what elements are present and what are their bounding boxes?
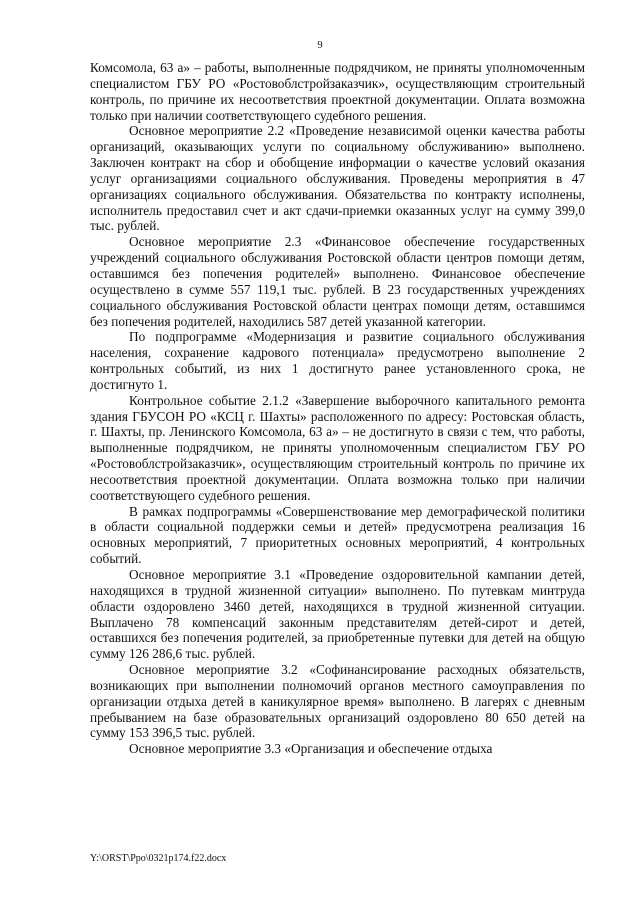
paragraph-measure-2-3: Основное мероприятие 2.3 «Финансовое обеспечение государственных учреждений социального обслуживания Ростовской области центров помощи детям, оставшимся без попечения родителей» выполнено. Финансовое обеспечение осуществлено в сумме 557 119,1 тыс. рублей. В 23 государственных учреждениях социального обслуживания Ростовской области центрах помощи детям, оставшимся без попечения родителей, находились 587 детей указанной категории.	[90, 234, 585, 329]
paragraph-continuation: Комсомола, 63 а» – работы, выполненные подрядчиком, не приняты уполномоченным специалистом ГБУ РО «Ростовоблстройзаказчик», осуществляющим строительный контроль, по причине их несоответствия проектной документации. Оплата возможна только при наличии соответствующего судебного решения.	[90, 60, 585, 123]
document-body	[90, 60, 585, 757]
paragraph-measure-2-2: Основное мероприятие 2.2 «Проведение независимой оценки качества работы организаций, оказывающих услуги по социальному обслуживанию» выполнено. Заключен контракт на сбор и обобщение информации о качестве условий оказания услуг организациями социального обслуживания. Проведены мероприятия в 47 организациях социального обслуживания. Обязательства по контракту исполнены, исполнитель предоставил счет и акт сдачи-приемки оказанных услуг на сумму 399,0 тыс. рублей.	[90, 123, 585, 234]
paragraph-measure-3-2: Основное мероприятие 3.2 «Софинансирование расходных обязательств, возникающих при выполнении полномочий органов местного самоуправления по организации отдыха детей в каникулярное время» выполнено. В лагерях с дневным пребыванием на базе образовательных организаций оздоровлено 80 650 детей на сумму 153 396,5 тыс. рублей.	[90, 662, 585, 741]
paragraph-control-event-2-1-2: Контрольное событие 2.1.2 «Завершение выборочного капитального ремонта здания ГБУСОН РО «КСЦ г. Шахты» расположенного по адресу: Ростовская область, г. Шахты, пр. Ленинского Комсомола, 63 а» – не достигнуто в связи с тем, что работы, выполненные подрядчиком, не приняты уполномоченным специалистом ГБУ РО «Ростовоблстройзаказчик», осуществляющим строительный контроль по причине их несоответствия проектной документации. Оплата возможна только при наличии соответствующего судебного решения.	[90, 392, 585, 503]
paragraph-subprogram-demographic: В рамках подпрограммы «Совершенствование мер демографической политики в области социальной поддержки семьи и детей» предусмотрена реализация 16 основных мероприятий, 7 приоритетных основных мероприятий, 4 контрольных событий.	[90, 503, 585, 567]
footer-file-path: Y:\ORST\Ppo\0321p174.f22.docx	[90, 853, 227, 864]
page-number: 9	[317, 40, 323, 51]
paragraph-subprogram-modernization: По подпрограмме «Модернизация и развитие социального обслуживания населения, сохранение кадрового потенциала» предусмотрено выполнение 2 контрольных событий, из них 1 достигнуто ранее установленного срока, не достигнуто 1.	[90, 329, 585, 392]
paragraph-measure-3-1: Основное мероприятие 3.1 «Проведение оздоровительной кампании детей, находящихся в трудной жизненной ситуации» выполнено. По путевкам минтруда области оздоровлено 3460 детей, находящихся в трудной жизненной ситуации. Выплачено 78 компенсаций законным представителям детей-сирот и детей, оставшихся без попечения родителей, за приобретенные путевки для детей на общую сумму 126 286,6 тыс. рублей.	[90, 567, 585, 662]
paragraph-measure-3-3: Основное мероприятие 3.3 «Организация и обеспечение отдыха	[129, 741, 493, 757]
